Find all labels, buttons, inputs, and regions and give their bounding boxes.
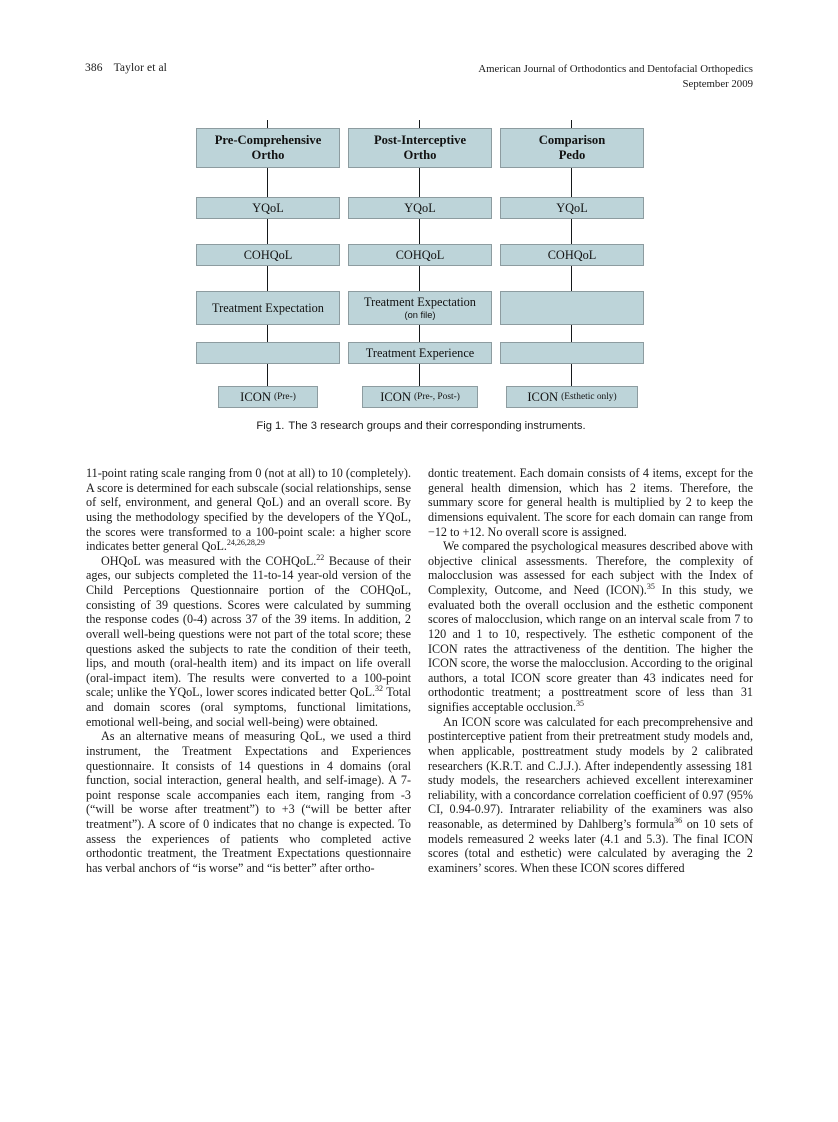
node-icon-note: (Esthetic only) [561, 392, 617, 402]
body-column-left [86, 466, 411, 876]
reference-superscript: 32 [375, 684, 384, 694]
node-icon [506, 386, 638, 408]
node-group-heading [348, 128, 492, 168]
node-heading-line2: Ortho [251, 148, 285, 162]
paragraph-text: Total and domain scores (oral symptoms, functional limitations, emotional well-being, and social well-being) were obtained. [86, 685, 412, 729]
figure-1 [196, 128, 646, 432]
node-group-heading [500, 128, 644, 168]
connector-expectation-to-experience [267, 325, 268, 342]
connector-yqol-to-cohqol [267, 219, 268, 244]
reference-superscript: 24,26,28,29 [226, 538, 265, 548]
figure-caption [192, 420, 650, 432]
running-head [85, 62, 753, 102]
paragraph-continued [428, 466, 753, 539]
running-head-authors: Taylor et al [113, 62, 167, 74]
figure-caption-text: The 3 research groups and their corresponding instruments. [288, 420, 586, 432]
paragraph-text: OHQoL was measured with the COHQoL. [101, 553, 317, 568]
node-cohqol: COHQoL [500, 244, 644, 266]
node-icon-note: (Pre-) [273, 392, 296, 402]
paragraph-icon-scoring [428, 715, 753, 876]
node-icon [362, 386, 478, 408]
node-yqol: YQoL [196, 197, 340, 219]
node-treatment-expectation-note: (on file) [404, 310, 436, 320]
paragraph-treatment-expectations [86, 729, 411, 875]
node-icon-label: ICON [240, 390, 271, 404]
connector-experience-to-icon [267, 364, 268, 386]
connector-cohqol-to-expectation [267, 266, 268, 291]
connector-stub-top [267, 120, 268, 128]
connector-head-to-yqol [419, 168, 420, 197]
paragraph-text: In this study, we evaluated both the overall occlusion and the esthetic component scores of malocclusion, which range on an interval scale from 7 to 120 and 1 to 10, respectively. The esthetic component of the ICON rates the attractiveness of the dentition. The higher the ICON score, the worse the malocclusion. According to the original authors, a total ICON score greater than 43 indicates need for orthodontic treatment; a posttreatment score of less than 31 signifies acceptable occlusion. [428, 583, 753, 714]
node-treatment-expectation-label: Treatment Expectation [212, 301, 324, 315]
node-icon-note: (Pre-, Post-) [413, 392, 460, 402]
node-icon-label: ICON [527, 390, 559, 404]
reference-superscript: 22 [316, 552, 325, 562]
connector-cohqol-to-expectation [419, 266, 420, 291]
connector-cohqol-to-expectation [571, 266, 572, 291]
node-icon [218, 386, 318, 408]
node-treatment-experience [500, 342, 644, 364]
paragraph-icon-description [428, 539, 753, 715]
node-heading-line1: Post-Interceptive [373, 133, 467, 147]
connector-experience-to-icon [571, 364, 572, 386]
paragraph-text: We compared the psychological measures described above with objective clinical assessments. Therefore, the complexity of malocclusion was assessed for each subject with the Index of Complexity, Outcome, and Need (ICON). [428, 539, 753, 597]
node-heading-line1: Comparison [538, 133, 606, 147]
connector-stub-top [571, 120, 572, 128]
node-heading-line1: Pre-Comprehensive [214, 133, 322, 147]
paragraph-text: As an alternative means of measuring QoL, we used a third instrument, the Treatment Expectations and Experiences questionnaire. It consists of 14 questions in 4 domains (oral function, social interaction, general health, and self-image). A 7-point response scale accompanies each item, ranging from -3 (“will be worse after treatment”) to +3 (“will be better after treatment”). A score of 0 indicates that no change is expected. To assess the experiences of patients who completed active orthodontic treatment, the Treatment Expectations questionnaire has verbal anchors of “is worse” and “is better” after ortho- [86, 729, 411, 875]
paragraph-text: 11-point rating scale ranging from 0 (not at all) to 10 (completely). A score is determined for each subscale (social relationships, sense of self, environment, and general QoL) and an overall score. By using the methodology specified by the developers of the YQoL, the scores were transformed to a 100-point scale: a higher score indicates better general QoL. [86, 466, 411, 554]
paragraph-text: An ICON score was calculated for each precomprehensive and postinterceptive patient from their pretreatment study models and, when applicable, posttreatment study models by 2 calibrated researchers (K.R.T. and C.J.J.). After independently assessing 181 study models, the researchers achieved excellent interexaminer reliability, with a concordance correlation coefficient of 0.97 (95% CI, 0.94-0.97). Intrarater reliability of the examiners was also reasonable, as determined by Dahlberg’s formula [428, 714, 753, 831]
paragraph-ohqol [86, 554, 411, 730]
body-column-right [428, 466, 753, 876]
connector-expectation-to-experience [571, 325, 572, 342]
reference-superscript: 35 [646, 581, 655, 591]
node-treatment-experience [196, 342, 340, 364]
node-yqol: YQoL [348, 197, 492, 219]
paragraph-continued [86, 466, 411, 554]
node-treatment-expectation [348, 291, 492, 325]
node-yqol: YQoL [500, 197, 644, 219]
journal-title: American Journal of Orthodontics and Dentofacial Orthopedics [478, 63, 753, 75]
connector-expectation-to-experience [419, 325, 420, 342]
node-group-heading [196, 128, 340, 168]
connector-head-to-yqol [571, 168, 572, 197]
connector-yqol-to-cohqol [571, 219, 572, 244]
node-treatment-expectation-label: Treatment Expectation [364, 295, 476, 309]
issue-date: September 2009 [682, 77, 753, 90]
reference-superscript: 36 [674, 815, 683, 825]
reference-superscript: 35 [576, 698, 584, 708]
running-head-left [85, 62, 167, 74]
node-heading-line2: Pedo [558, 148, 586, 162]
connector-yqol-to-cohqol [419, 219, 420, 244]
paragraph-text: Because of their ages, our subjects completed the 11-to-14 year-old version of the Child Perceptions Questionnaire portion of the COHQoL, consisting of 39 questions. Scores were calculated by summing the response codes (0-4) across 37 of the 39 items. In addition, 2 overall well-being questions were not part of the total score; these questions asked the subjects to rate the condition of their teeth, lips, and mouth (oral-health item) and its impact on life overall (oral-impact item). The results were converted to a 100-point scale; unlike the YQoL, lower scores indicated better QoL. [86, 553, 412, 700]
running-head-right [478, 62, 753, 91]
connector-head-to-yqol [267, 168, 268, 197]
node-icon-label: ICON [380, 390, 411, 404]
paragraph-text: dontic treatement. Each domain consists of 4 items, except for the general health dimension, which has 2 items. Therefore, the summary score for general health is multiplied by 2 to keep the dimensions equivalent. The score for each domain can range from −12 to +12. No overall score is assigned. [428, 466, 753, 539]
node-treatment-expectation [196, 291, 340, 325]
connector-stub-top [419, 120, 420, 128]
node-heading-line2: Ortho [403, 148, 437, 162]
connector-experience-to-icon [419, 364, 420, 386]
node-cohqol: COHQoL [196, 244, 340, 266]
paragraph-text: on 10 sets of models remeasured 2 weeks later (4.1 and 5.3). The final ICON scores (total and esthetic) were calculated by averaging the 2 examiners’ scores. When these ICON scores differed [428, 817, 753, 875]
node-treatment-experience: Treatment Experience [348, 342, 492, 364]
figure-caption-label: Fig 1. [256, 420, 285, 432]
page-number: 386 [85, 62, 103, 74]
node-cohqol: COHQoL [348, 244, 492, 266]
node-treatment-expectation [500, 291, 644, 325]
